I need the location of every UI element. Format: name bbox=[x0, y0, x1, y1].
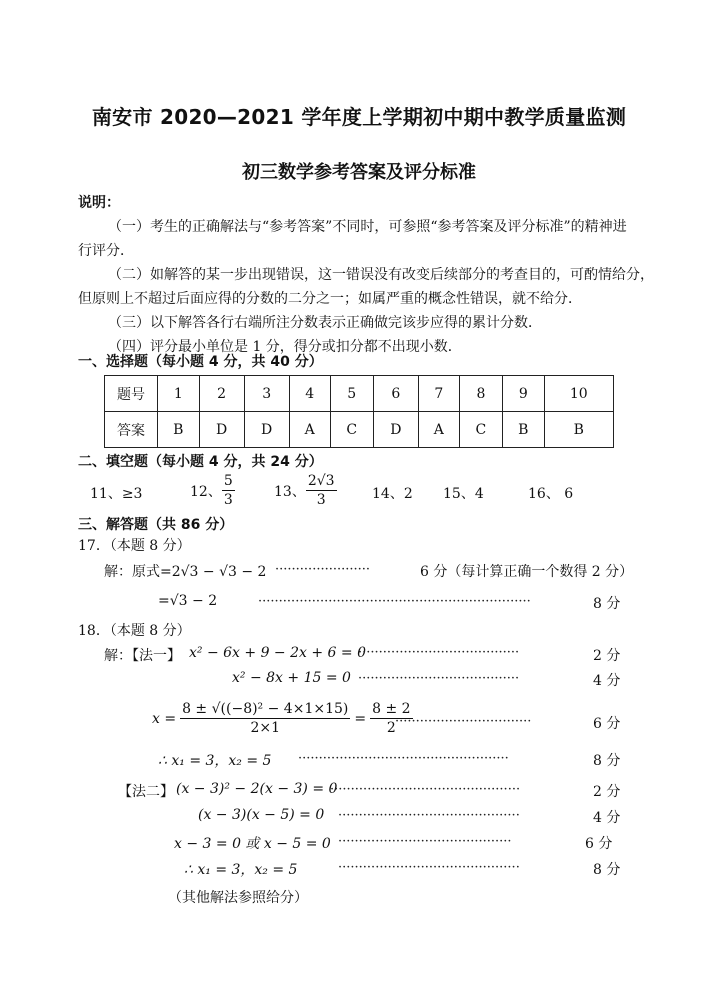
q17-step-1: 解：原式=2√3 − √3 − 2 bbox=[104, 564, 267, 580]
fraction-denominator: 3 bbox=[316, 492, 326, 508]
fraction bbox=[306, 472, 337, 509]
table-cell: D bbox=[244, 412, 289, 448]
q18-m2-step-1: (x − 3)² − 2(x − 3) = 0 bbox=[176, 781, 338, 797]
q18-m2-step-1-score: 2 分 bbox=[593, 784, 621, 800]
fraction bbox=[222, 472, 235, 509]
q18-m1-step-3 bbox=[152, 700, 413, 737]
q18-m1-step-2: x² − 8x + 15 = 0 bbox=[232, 670, 351, 686]
score-leader: ································· bbox=[395, 714, 532, 729]
table-cell: C bbox=[459, 412, 502, 448]
fill-answer-12-prefix: 12、 bbox=[190, 483, 222, 500]
table-cell: 4 bbox=[289, 376, 330, 412]
score-leader: ······················· bbox=[275, 562, 371, 577]
q18-m2-step-3: x − 3 = 0 或 x − 5 = 0 bbox=[174, 836, 331, 852]
score-leader: ······································· bbox=[358, 671, 520, 686]
table-cell: D bbox=[199, 412, 244, 448]
fraction-denominator: 3 bbox=[223, 492, 233, 508]
fraction-numerator: 8 ± 2 bbox=[372, 701, 411, 717]
q18-m1-step-3-score: 6 分 bbox=[593, 716, 621, 732]
page-subtitle: 初三数学参考答案及评分标准 bbox=[242, 162, 476, 183]
note-3: （三）以下解答各行右端所注分数表示正确做完该步应得的累计分数． bbox=[108, 315, 542, 331]
table-cell: B bbox=[544, 412, 613, 448]
equals-sign: = bbox=[354, 710, 367, 727]
fraction-numerator: 8 ± √((−8)² − 4×1×15) bbox=[182, 701, 349, 717]
table-row-numbers bbox=[105, 376, 614, 412]
fraction-numerator: 2√3 bbox=[307, 473, 335, 489]
table-cell: 2 bbox=[199, 376, 244, 412]
score-leader: ······································· bbox=[358, 645, 520, 660]
note-4: （四）评分最小单位是 1 分，得分或扣分都不出现小数． bbox=[108, 339, 462, 355]
score-leader: ··················································· bbox=[298, 751, 509, 766]
table-header-cell: 题号 bbox=[105, 376, 158, 412]
q17-step-1-score: 6 分（每计算正确一个数得 2 分） bbox=[420, 564, 634, 580]
q18-m2-step-2-score: 4 分 bbox=[593, 810, 621, 826]
q17-title: 17．（本题 8 分） bbox=[78, 538, 191, 554]
q18-m2-step-4: ∴ x₁ = 3，x₂ = 5 bbox=[184, 862, 298, 878]
q18-other-methods-note: （其他解法参照给分） bbox=[168, 890, 308, 906]
fraction-numerator: 5 bbox=[223, 473, 233, 489]
table-cell: A bbox=[418, 412, 459, 448]
score-leader: ············································ bbox=[338, 860, 520, 875]
fill-answer-11: 11、≥3 bbox=[90, 486, 143, 502]
section-3-heading: 三、解答题（共 86 分） bbox=[78, 517, 234, 533]
section-2-heading: 二、填空题（每小题 4 分，共 24 分） bbox=[78, 454, 323, 470]
q18-m2-step-3-score: 6 分 bbox=[585, 836, 613, 852]
table-cell: A bbox=[289, 412, 330, 448]
note-2-cont: 但原则上不超过后面应得的分数的二分之一；如属严重的概念性错误，就不给分． bbox=[78, 291, 582, 307]
fraction-denominator: 2×1 bbox=[250, 720, 280, 736]
table-cell: C bbox=[330, 412, 373, 448]
page-title: 南安市 2020—2021 学年度上学期初中期中教学质量监测 bbox=[91, 105, 627, 129]
table-cell: 7 bbox=[418, 376, 459, 412]
note-1: （一）考生的正确解法与“参考答案”不同时，可参照“参考答案及评分标准”的精神进 bbox=[108, 219, 627, 235]
table-cell: D bbox=[373, 412, 418, 448]
score-leader: ·········································· bbox=[338, 834, 512, 849]
q18-method-2-label: 【法二】 bbox=[118, 784, 174, 800]
note-1-cont: 行评分． bbox=[78, 243, 134, 259]
formula-lhs: x = bbox=[152, 710, 177, 727]
score-leader: ·············································· bbox=[330, 782, 521, 797]
fill-answer-12 bbox=[190, 472, 235, 509]
table-cell: 8 bbox=[459, 376, 502, 412]
table-cell: 10 bbox=[544, 376, 613, 412]
q18-m1-step-1: x² − 6x + 9 − 2x + 6 = 0 bbox=[189, 645, 366, 661]
table-header-cell: 答案 bbox=[105, 412, 158, 448]
fill-answer-13-prefix: 13、 bbox=[274, 483, 306, 500]
section-1-heading: 一、选择题（每小题 4 分，共 40 分） bbox=[78, 354, 323, 370]
fill-answer-14: 14、2 bbox=[372, 486, 413, 502]
table-cell: 3 bbox=[244, 376, 289, 412]
table-cell: B bbox=[502, 412, 544, 448]
table-row-answers bbox=[105, 412, 614, 448]
q18-m2-step-2: (x − 3)(x − 5) = 0 bbox=[198, 807, 325, 823]
q18-m2-step-4-score: 8 分 bbox=[593, 862, 621, 878]
q18-m1-step-2-score: 4 分 bbox=[593, 673, 621, 689]
q18-method-1-label: 解：【法一】 bbox=[104, 648, 181, 664]
q18-m1-step-1-score: 2 分 bbox=[593, 648, 621, 664]
note-2: （二）如解答的某一步出现错误，这一错误没有改变后续部分的考查目的，可酌情给分， bbox=[108, 267, 654, 283]
table-cell: B bbox=[158, 412, 200, 448]
q18-title: 18．（本题 8 分） bbox=[78, 623, 191, 639]
notes-heading: 说明： bbox=[78, 195, 120, 211]
table-cell: 9 bbox=[502, 376, 544, 412]
q18-m1-step-4: ∴ x₁ = 3，x₂ = 5 bbox=[158, 753, 272, 769]
score-leader: ············································ bbox=[338, 808, 520, 823]
q17-step-2: =√3 − 2 bbox=[158, 593, 218, 609]
q18-m1-step-4-score: 8 分 bbox=[593, 753, 621, 769]
table-cell: 5 bbox=[330, 376, 373, 412]
table-cell: 1 bbox=[158, 376, 200, 412]
fill-answer-15: 15、4 bbox=[443, 486, 484, 502]
fill-answer-13 bbox=[274, 472, 337, 509]
choice-answer-table bbox=[104, 375, 614, 448]
table-cell: 6 bbox=[373, 376, 418, 412]
score-leader: ·································································· bbox=[258, 594, 531, 609]
fill-answer-16: 16、 6 bbox=[528, 486, 574, 502]
fraction-denominator: 2 bbox=[386, 720, 396, 736]
q17-step-2-score: 8 分 bbox=[593, 596, 621, 612]
fraction bbox=[180, 700, 350, 737]
